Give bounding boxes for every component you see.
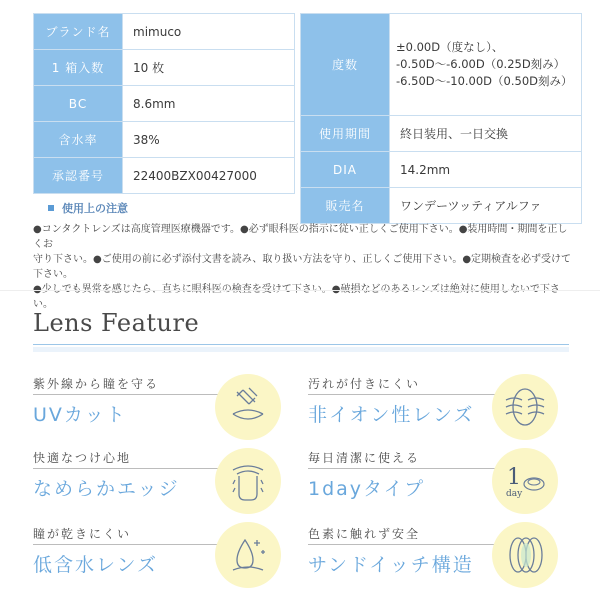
- smooth-edge-icon: [215, 448, 281, 514]
- spec-row: [34, 158, 295, 194]
- notes-line: ●コンタクトレンズは高度管理医療機器です。●必ず眼科医の指示に従い正しくご使用下さい。●装用時間・期間を正しくお: [33, 224, 568, 250]
- notes-line: 守り下さい。●ご使用の前に必ず添付文書を読み、取り扱い方法を守り、正しくご使用下さい。●定期検査を必ず受けて下さい。: [33, 254, 572, 280]
- spec-value: 38%: [123, 122, 295, 158]
- feature-subtitle: 色素に触れず安全: [308, 527, 421, 541]
- spec-label: BC: [34, 86, 123, 122]
- spec-row: [301, 188, 582, 224]
- feature-rule: [308, 394, 498, 395]
- spec-label: 1 箱入数: [34, 50, 123, 86]
- feature-subtitle: 毎日清潔に使える: [308, 451, 421, 465]
- square-bullet-icon: [48, 205, 54, 211]
- spec-row: [301, 152, 582, 188]
- spec-label: ブランド名: [34, 14, 123, 50]
- feature-rule: [33, 394, 223, 395]
- one-day-icon-number: 1: [507, 465, 521, 490]
- feature-title: UVカット: [33, 404, 127, 426]
- notes-heading: [48, 200, 128, 216]
- spec-value: mimuco: [123, 14, 295, 50]
- notes-heading-text: 使用上の注意: [62, 202, 128, 215]
- spec-row: [34, 122, 295, 158]
- feature-rule: [308, 544, 498, 545]
- spec-label: 承認番号: [34, 158, 123, 194]
- spec-value: 終日装用、一日交換: [390, 116, 582, 152]
- spec-row: [34, 86, 295, 122]
- spec-value: 8.6mm: [123, 86, 295, 122]
- feature-title: 非イオン性レンズ: [308, 404, 475, 426]
- spec-row: [34, 14, 295, 50]
- spec-value: 14.2mm: [390, 152, 582, 188]
- spec-row: [301, 116, 582, 152]
- spec-label: 度数: [301, 14, 390, 116]
- feature-title: サンドイッチ構造: [308, 554, 474, 576]
- spec-table-left: [33, 13, 295, 194]
- notes-line: い。: [33, 299, 53, 310]
- spec-value: 10 枚: [123, 50, 295, 86]
- non-ionic-lens-icon: [492, 374, 558, 440]
- spec-value: ワンデーツッティアルファ: [390, 188, 582, 224]
- power-line: -6.50D〜-10.00D（0.50D刻み）: [396, 74, 573, 88]
- one-day-icon: [492, 448, 558, 514]
- feature-rule: [308, 468, 498, 469]
- feature-title: なめらかエッジ: [33, 478, 180, 500]
- feature-subtitle: 紫外線から瞳を守る: [33, 377, 160, 391]
- spec-label: 含水率: [34, 122, 123, 158]
- lens-feature-underline: [33, 344, 569, 352]
- section-divider: [0, 290, 600, 291]
- power-line: -0.50D〜-6.00D（0.25D刻み）: [396, 57, 566, 71]
- spec-value: 22400BZX00427000: [123, 158, 295, 194]
- feature-title: 1dayタイプ: [308, 478, 426, 500]
- power-values: [390, 14, 582, 116]
- spec-label: DIA: [301, 152, 390, 188]
- low-water-icon: [215, 522, 281, 588]
- feature-subtitle: 快適なつけ心地: [33, 451, 132, 465]
- spec-label: 販売名: [301, 188, 390, 224]
- notes-text: [33, 222, 573, 312]
- spec-row-power: [301, 14, 582, 116]
- uv-cut-icon: [215, 374, 281, 440]
- lens-feature-title: Lens Feature: [33, 309, 200, 337]
- feature-subtitle: 汚れが付きにくい: [308, 377, 421, 391]
- one-day-icon-word: day: [506, 489, 523, 499]
- feature-subtitle: 瞳が乾きにくい: [33, 527, 132, 541]
- feature-rule: [33, 544, 223, 545]
- feature-rule: [33, 468, 223, 469]
- sandwich-structure-icon: [492, 522, 558, 588]
- spec-label: 使用期間: [301, 116, 390, 152]
- spec-table-right: [300, 13, 582, 224]
- power-line: ±0.00D（度なし）、: [396, 40, 504, 54]
- spec-row: [34, 50, 295, 86]
- feature-title: 低含水レンズ: [33, 554, 158, 576]
